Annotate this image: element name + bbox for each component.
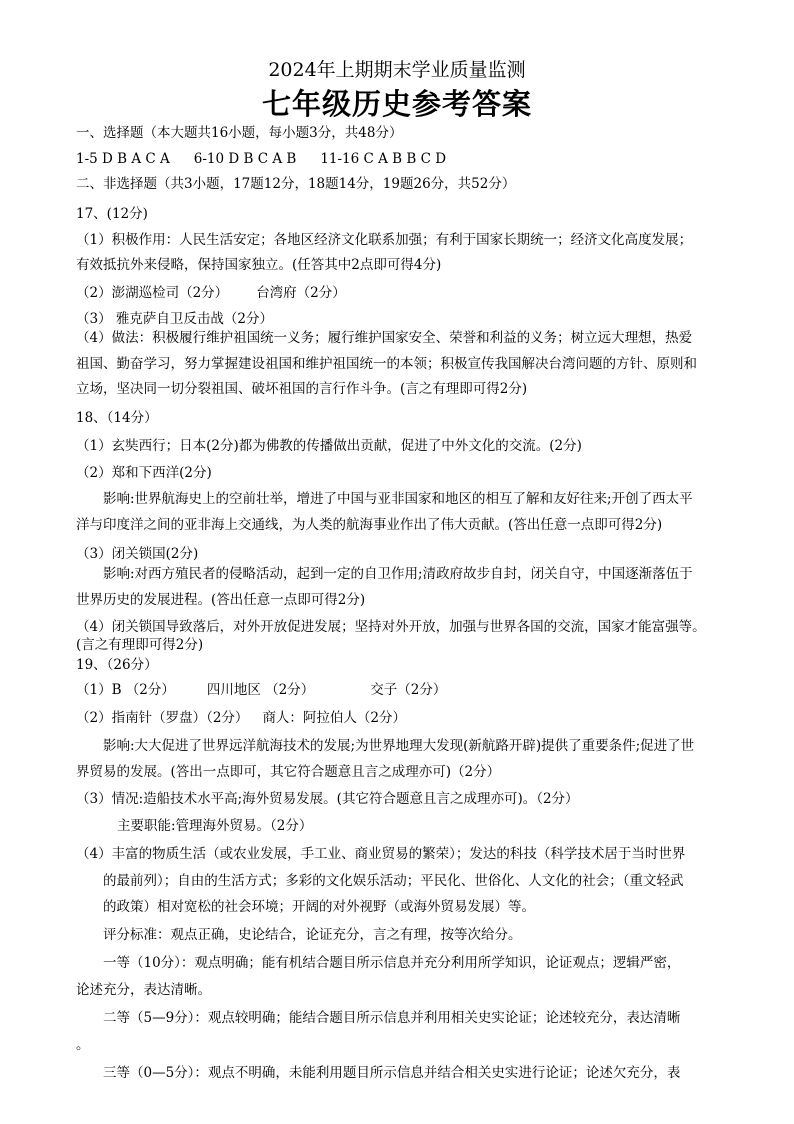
q19-criteria: 评分标准：观点正确，史论结合，论证充分，言之有理，按等次给分。 [103,927,522,943]
q17-p1-line2: 有效抵抗外来侵略，保持国家独立。(任答其中2点即可得4分) [76,257,442,273]
q19-p2-impact-line1: 影响:大大促进了世界远洋航海技术的发展;为世界地理大发现(新航路开辟)提供了重要条件;促进了世 [103,738,695,754]
q19-grade2-line2: 。 [76,1037,90,1053]
q19-number: 19、（26分） [76,657,158,673]
q17-number: 17、(12分) [76,206,148,222]
mc-answers-11-16: 11-16 C A B B C D [320,151,447,167]
q17-p3: （3） 雅克萨自卫反击战（2分） [76,311,273,327]
q17-p2-answer-b: 台湾府（2分） [256,285,346,301]
exam-title: 2024年上期期末学业质量监测 [268,59,526,81]
q19-grade1-line1: 一等（10分）：观点明确；能有机结合题目所示信息并充分利用所学知识，论证观点；逻辑严密， [103,955,681,971]
q17-p2-row [76,284,346,302]
mc-answers-6-10: 6-10 D B C A B [193,151,297,167]
q19-p3-line1: （3）情况:造船技术水平高;海外贸易发展。(其它符合题意且言之成理亦可)。（2分） [76,791,579,807]
q18-number: 18、（14分） [76,410,158,426]
q18-p3: （3）闭关锁国(2分) [76,546,199,562]
q18-p1: （1）玄奘西行；日本(2分)都为佛教的传播做出贡献，促进了中外文化的交流。(2分) [76,438,582,454]
answer-key-title: 七年级历史参考答案 [261,87,532,121]
q18-p4-line1: （4）闭关锁国导致落后，对外开放促进发展；坚持对外开放，加强与世界各国的交流，国家才能富强等。 [76,619,706,635]
q19-p1-answer-a: （1）B （2分） [76,682,175,698]
q18-p4-line2: (言之有理即可得2分) [76,637,204,653]
q18-p2-impact-line2: 洋与印度洋之间的亚非海上交通线，为人类的航海事业作出了伟大贡献。(答出任意一点即可得2分) [76,517,663,533]
q19-p2-impact-line2: 界贸易的发展。(答出一点即可，其它符合题意且言之成理亦可)（2分） [76,764,501,780]
mc-answers-row [76,150,446,168]
q19-grade2-line1: 二等（5—9分）：观点较明确；能结合题目所示信息并利用相关史实论证；论述较充分，表达清晰 [103,1010,681,1026]
q19-p4-line3: 的政策）相对宽松的社会环境；开阔的对外视野（或海外贸易发展）等。 [103,899,535,915]
mc-answers-1-5: 1-5 D B A C A [76,151,170,167]
q18-p2: （2）郑和下西洋(2分) [76,465,212,481]
q17-p4-line2: 祖国、勤奋学习，努力掌握建设祖国和维护祖国统一的本领；积极宣传我国解决台湾问题的方针、原则和 [76,356,697,372]
q17-p4-line3: 立场，坚决同一切分裂祖国、破坏祖国的言行作斗争。(言之有理即可得2分) [76,381,528,397]
q19-p1-answer-c: 交子（2分） [370,682,447,698]
q19-p2-answer-b: 商人：阿拉伯人（2分） [262,710,407,726]
section1-heading: 一、选择题（本大题共16小题，每小题3分，共48分） [76,125,403,141]
q19-p1-row [76,681,446,699]
q19-grade1-line2: 论述充分，表达清晰。 [76,982,211,998]
q19-p4-line2: 的最前列）；自由的生活方式；多彩的文化娱乐活动；平民化、世俗化、人文化的社会；（重文轻武 [103,873,684,889]
q19-grade3-line1: 三等（0—5分）：观点不明确，未能利用题目所示信息并结合相关史实进行论证；论述欠充分，表 [103,1065,681,1081]
q17-p2-answer-a: （2）澎湖巡检司（2分） [76,285,229,301]
q18-p3-impact-line1: 影响:对西方殖民者的侵略活动，起到一定的自卫作用;清政府故步自封，闭关自守，中国逐渐落伍于 [103,566,693,582]
q17-p1-line1: （1）积极作用：人民生活安定；各地区经济文化联系加强；有利于国家长期统一；经济文化高度发展； [76,232,693,248]
q19-p3-line2: 主要职能:管理海外贸易。（2分） [117,818,313,834]
q18-p3-impact-line2: 世界历史的发展进程。(答出任意一点即可得2分) [76,592,366,608]
q19-p2-row [76,709,406,727]
section2-heading: 二、非选择题（共3小题，17题12分，18题14分，19题26分，共52分） [76,176,516,192]
q17-p4-line1: （4）做法：积极履行维护祖国统一义务；履行维护国家安全、荣誉和利益的义务；树立远大理想，热爱 [76,330,693,346]
q19-p2-answer-a: （2）指南针（罗盘）（2分） [76,710,249,726]
q19-p1-answer-b: 四川地区 （2分） [206,682,315,698]
q18-p2-impact-line1: 影响:世界航海史上的空前壮举，增进了中国与亚非国家和地区的相互了解和友好往来;开创了西太平 [103,491,693,507]
q19-p4-line1: （4）丰富的物质生活（或农业发展，手工业、商业贸易的繁荣）；发达的科技（科学技术居于当时世界 [76,846,686,862]
